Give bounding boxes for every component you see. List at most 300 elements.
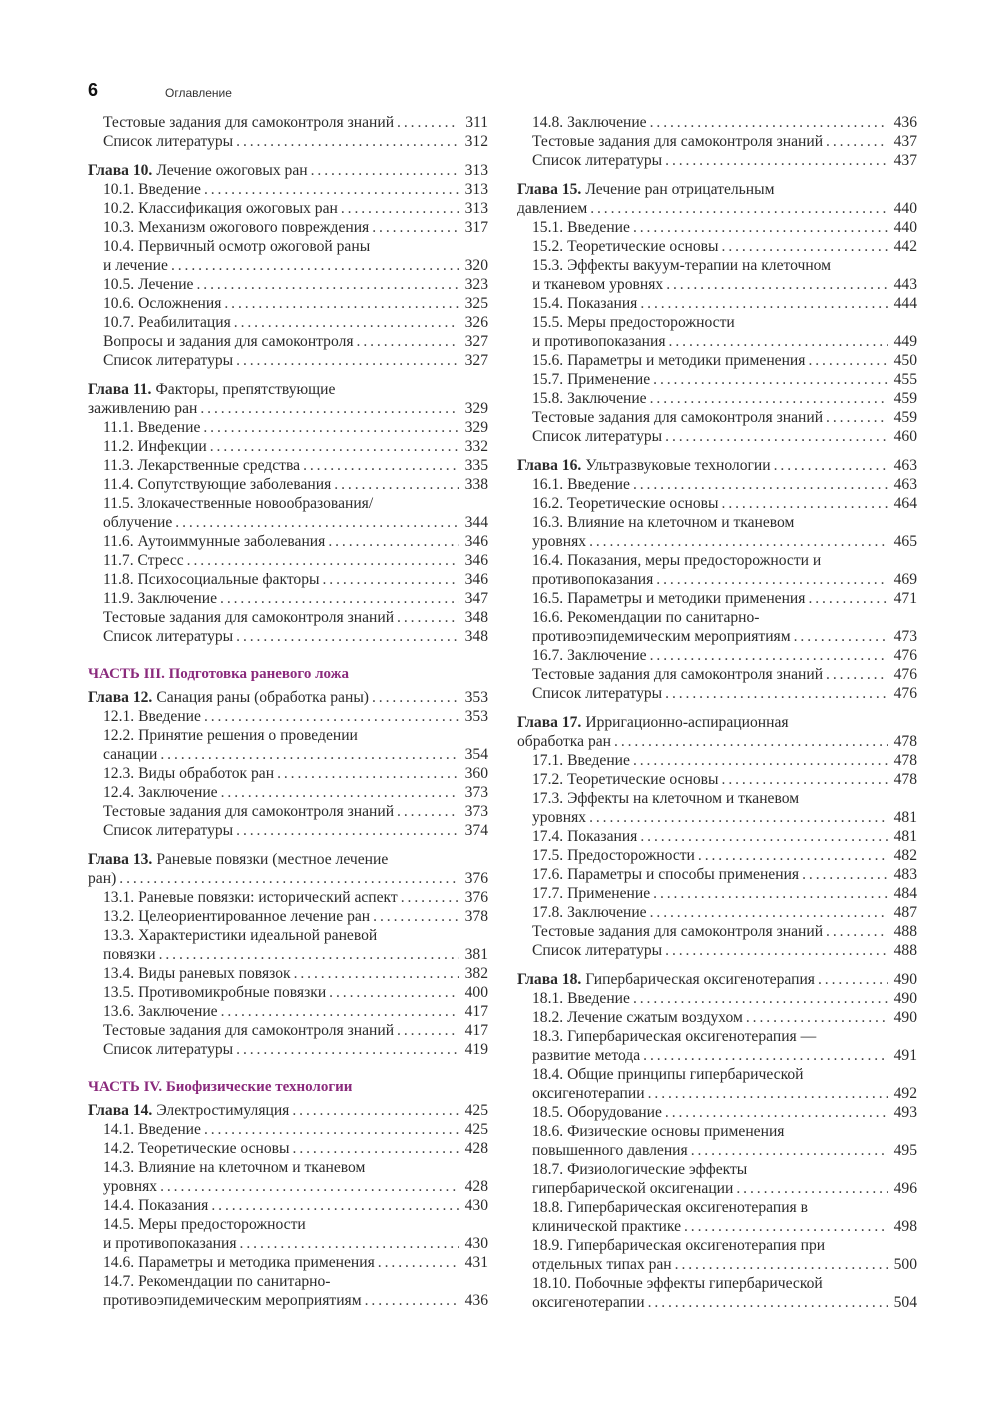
dot-leader	[666, 275, 888, 294]
toc-line	[517, 1065, 917, 1084]
page-ref: 428	[464, 1178, 488, 1195]
page-ref: 488	[893, 923, 917, 940]
toc-section-entry[interactable]	[517, 389, 917, 408]
dot-leader	[665, 1103, 888, 1122]
toc-section-entry[interactable]	[88, 1139, 488, 1158]
toc-section-entry[interactable]	[88, 1196, 488, 1215]
page-ref: 496	[893, 1180, 917, 1197]
entry-title: Тестовые задания для самоконтроля знаний	[532, 133, 824, 150]
entry-title-line1: Лечение ран отрицательным	[585, 181, 775, 198]
page-ref: 329	[464, 419, 488, 436]
entry-title: 10.7. Реабилитация	[103, 314, 231, 331]
dot-leader	[311, 161, 459, 180]
chapter-label: Глава 16.	[517, 457, 582, 474]
page-ref: 459	[893, 409, 917, 426]
toc-section-entry[interactable]	[88, 802, 488, 821]
dot-leader	[119, 869, 459, 888]
toc-section-entry[interactable]	[88, 132, 488, 151]
toc-section-entry[interactable]	[88, 237, 488, 275]
toc-line	[517, 1160, 917, 1179]
toc-line	[517, 408, 917, 427]
entry-title: 16.7. Заключение	[532, 647, 647, 664]
toc-section-entry[interactable]	[88, 983, 488, 1002]
toc-section-entry[interactable]	[517, 1008, 917, 1027]
entry-title-line1: Раневые повязки (местное лечение	[156, 851, 389, 868]
entry-title: 11.3. Лекарственные средства	[103, 457, 301, 474]
entry-title: противопоказания	[532, 571, 654, 588]
toc-line	[517, 589, 917, 608]
toc-line	[88, 1234, 488, 1253]
toc-line	[517, 1103, 917, 1122]
page-ref: 425	[464, 1102, 488, 1119]
toc-section-entry[interactable]	[517, 1236, 917, 1274]
toc-chapter-entry[interactable]	[88, 380, 488, 418]
page-ref: 455	[893, 371, 917, 388]
toc-section-entry[interactable]	[88, 1021, 488, 1040]
dot-leader	[653, 884, 888, 903]
toc-chapter-entry[interactable]	[517, 713, 917, 751]
entry-title: и противопоказания	[532, 333, 666, 350]
toc-section-entry[interactable]	[517, 408, 917, 427]
dot-leader	[211, 1196, 459, 1215]
toc-line	[517, 989, 917, 1008]
toc-section-entry[interactable]	[88, 608, 488, 627]
toc-line	[88, 1291, 488, 1310]
toc-chapter-entry[interactable]	[88, 161, 488, 180]
toc-section-entry[interactable]	[88, 113, 488, 132]
toc-chapter-entry[interactable]	[517, 970, 917, 989]
toc-line	[88, 1253, 488, 1272]
toc-section-entry[interactable]	[88, 907, 488, 926]
toc-section-entry[interactable]	[517, 884, 917, 903]
dot-leader	[196, 275, 459, 294]
toc-line	[88, 437, 488, 456]
toc-line	[88, 1002, 488, 1021]
toc-line	[88, 1196, 488, 1215]
toc-line	[88, 1101, 488, 1120]
entry-title: противоэпидемическим мероприятиям	[532, 628, 791, 645]
dot-leader	[722, 237, 888, 256]
toc-section-entry[interactable]	[88, 351, 488, 370]
toc-line	[88, 1215, 488, 1234]
toc-chapter-entry[interactable]	[88, 850, 488, 888]
toc-section-entry[interactable]	[88, 275, 488, 294]
page-ref: 317	[464, 219, 488, 236]
dot-leader	[665, 151, 888, 170]
toc-line	[517, 1122, 917, 1141]
toc-line	[517, 941, 917, 960]
page-ref: 465	[893, 533, 917, 550]
toc-line	[88, 494, 488, 513]
toc-right-column	[517, 113, 917, 1312]
page-ref: 323	[464, 276, 488, 293]
toc-section-entry[interactable]	[88, 926, 488, 964]
toc-line	[517, 884, 917, 903]
entry-title: 13.1. Раневые повязки: исторический аспект	[103, 889, 398, 906]
page-ref: 329	[464, 400, 488, 417]
toc-line	[88, 1158, 488, 1177]
toc-section-entry[interactable]	[517, 256, 917, 294]
toc-section-entry[interactable]	[517, 684, 917, 703]
dot-leader	[826, 922, 888, 941]
toc-line	[88, 964, 488, 983]
page-ref: 483	[893, 866, 917, 883]
dot-leader	[648, 1084, 888, 1103]
entry-title: Ультразвуковые технологии	[585, 457, 771, 474]
toc-line	[517, 1008, 917, 1027]
entry-title: 17.1. Введение	[532, 752, 630, 769]
entry-title: 13.5. Противомикробные повязки	[103, 984, 327, 1001]
entry-title-line1: 13.3. Характеристики идеальной раневой	[103, 927, 378, 944]
page-ref: 482	[893, 847, 917, 864]
dot-leader	[234, 313, 459, 332]
toc-line	[88, 608, 488, 627]
toc-line	[517, 351, 917, 370]
entry-title: 10.6. Осложнения	[103, 295, 222, 312]
entry-title: 16.5. Параметры и методики применения	[532, 590, 806, 607]
entry-title: 17.8. Заключение	[532, 904, 647, 921]
entry-title: Список литературы	[532, 685, 663, 702]
dot-leader	[808, 589, 888, 608]
toc-line	[517, 513, 917, 532]
toc-line	[88, 1139, 488, 1158]
toc-section-entry[interactable]	[517, 294, 917, 313]
toc-line	[517, 970, 917, 989]
entry-title: повязки	[103, 946, 156, 963]
toc-line	[88, 275, 488, 294]
dot-leader	[401, 888, 459, 907]
dot-leader	[665, 941, 888, 960]
entry-title-line1: 14.7. Рекомендации по санитарно-	[103, 1273, 331, 1290]
toc-section-entry[interactable]	[517, 237, 917, 256]
toc-section-entry[interactable]	[88, 888, 488, 907]
toc-line	[517, 427, 917, 446]
dot-leader	[818, 970, 888, 989]
entry-title: Тестовые задания для самоконтроля знаний	[532, 923, 824, 940]
toc-chapter-entry[interactable]	[88, 1101, 488, 1120]
entry-title-line1: 11.5. Злокачественные новообразования/	[103, 495, 374, 512]
dot-leader	[640, 827, 888, 846]
dot-leader	[650, 113, 888, 132]
dot-leader	[378, 1253, 459, 1272]
page-ref: 348	[464, 628, 488, 645]
page-ref: 471	[893, 590, 917, 607]
toc-section-entry[interactable]	[88, 313, 488, 332]
toc-line	[88, 456, 488, 475]
toc-section-entry[interactable]	[517, 475, 917, 494]
dot-leader	[397, 608, 459, 627]
entry-title: 17.2. Теоретические основы	[532, 771, 719, 788]
entry-title: и лечение	[103, 257, 168, 274]
toc-line	[517, 646, 917, 665]
toc-section-entry[interactable]	[517, 989, 917, 1008]
toc-chapter-entry[interactable]	[517, 180, 917, 218]
dot-leader	[665, 427, 888, 446]
toc-section-entry[interactable]	[88, 551, 488, 570]
toc-chapter-entry[interactable]	[88, 688, 488, 707]
page-ref: 437	[893, 152, 917, 169]
entry-title: Гипербарическая оксигенотерапия	[585, 971, 815, 988]
entry-title: 11.6. Аутоиммунные заболевания	[103, 533, 326, 550]
dot-leader	[656, 570, 888, 589]
toc-section-entry[interactable]	[88, 418, 488, 437]
toc-section-entry[interactable]	[517, 1160, 917, 1198]
toc-line	[517, 684, 917, 703]
dot-leader	[203, 418, 459, 437]
dot-leader	[669, 332, 888, 351]
entry-title: оксигенотерапии	[532, 1294, 645, 1311]
page-ref: 487	[893, 904, 917, 921]
toc-line	[517, 332, 917, 351]
page-ref: 325	[464, 295, 488, 312]
toc-line	[517, 665, 917, 684]
entry-title: Список литературы	[532, 152, 663, 169]
entry-title: и тканевом уровнях	[532, 276, 664, 293]
entry-title: Тестовые задания для самоконтроля знаний	[103, 803, 395, 820]
chapter-label: Глава 10.	[88, 162, 153, 179]
dot-leader	[293, 1139, 459, 1158]
toc-section-entry[interactable]	[517, 608, 917, 646]
toc-section-entry[interactable]	[517, 513, 917, 551]
toc-section-entry[interactable]	[517, 1274, 917, 1312]
toc-line	[88, 688, 488, 707]
entry-title: 14.8. Заключение	[532, 114, 647, 131]
toc-section-entry[interactable]	[517, 1103, 917, 1122]
entry-title: 17.5. Предосторожности	[532, 847, 695, 864]
toc-section-entry[interactable]	[88, 1002, 488, 1021]
toc-section-entry[interactable]	[88, 294, 488, 313]
toc-line	[517, 922, 917, 941]
entry-title: 17.7. Применение	[532, 885, 651, 902]
toc-section-entry[interactable]	[88, 764, 488, 783]
toc-section-entry[interactable]	[88, 332, 488, 351]
dot-leader	[236, 132, 459, 151]
toc-section-entry[interactable]	[517, 1122, 917, 1160]
toc-section-entry[interactable]	[517, 589, 917, 608]
entry-title: ран)	[88, 870, 117, 887]
page-ref: 360	[464, 765, 488, 782]
toc-section-entry[interactable]	[517, 427, 917, 446]
entry-title: Электростимуляция	[156, 1102, 290, 1119]
toc-line	[88, 907, 488, 926]
page-ref: 346	[464, 571, 488, 588]
entry-title: отдельных типах ран	[532, 1256, 672, 1273]
dot-leader	[372, 218, 459, 237]
toc-section-entry[interactable]	[517, 865, 917, 884]
dot-leader	[794, 627, 888, 646]
dot-leader	[643, 1046, 888, 1065]
toc-section-entry[interactable]	[517, 903, 917, 922]
toc-section-entry[interactable]	[517, 646, 917, 665]
toc-section-entry[interactable]	[517, 1198, 917, 1236]
toc-line	[88, 926, 488, 945]
entry-title-line1: 15.5. Меры предосторожности	[532, 314, 735, 331]
dot-leader	[373, 907, 459, 926]
toc-chapter-entry[interactable]	[517, 456, 917, 475]
dot-leader	[365, 1291, 459, 1310]
toc-section-entry[interactable]	[88, 1120, 488, 1139]
toc-section-entry[interactable]	[517, 846, 917, 865]
toc-section-entry[interactable]	[517, 313, 917, 351]
page-ref: 464	[893, 495, 917, 512]
entry-title: оксигенотерапии	[532, 1085, 645, 1102]
entry-title: 14.6. Параметры и методика применения	[103, 1254, 375, 1271]
toc-section-entry[interactable]	[88, 218, 488, 237]
toc-section-entry[interactable]	[517, 941, 917, 960]
dot-leader	[802, 865, 888, 884]
toc-line	[88, 475, 488, 494]
page-ref: 313	[464, 200, 488, 217]
dot-leader	[397, 802, 459, 821]
toc-line	[517, 732, 917, 751]
toc-section-entry[interactable]	[88, 437, 488, 456]
toc-section-entry[interactable]	[88, 1158, 488, 1196]
part-heading: ЧАСТЬ III. Подготовка раневого ложа	[88, 666, 349, 682]
page-ref: 504	[893, 1294, 917, 1311]
page-ref: 498	[893, 1218, 917, 1235]
toc-section-entry[interactable]	[88, 1215, 488, 1253]
toc-line	[517, 865, 917, 884]
chapter-label: Глава 15.	[517, 181, 582, 198]
entry-title: Список литературы	[103, 822, 234, 839]
chapter-label: Глава 13.	[88, 851, 153, 868]
entry-title: Тестовые задания для самоконтроля знаний	[103, 114, 395, 131]
dot-leader	[220, 589, 459, 608]
toc-section-entry[interactable]	[517, 751, 917, 770]
toc-line	[88, 627, 488, 646]
toc-line	[517, 1255, 917, 1274]
toc-line	[517, 151, 917, 170]
dot-leader	[236, 821, 459, 840]
dot-leader	[650, 646, 888, 665]
page-ref: 476	[893, 666, 917, 683]
toc-section-entry[interactable]	[88, 180, 488, 199]
dot-leader	[236, 1040, 459, 1059]
toc-section-entry[interactable]	[517, 827, 917, 846]
dot-leader	[589, 808, 888, 827]
toc-line	[88, 783, 488, 802]
toc-line	[517, 218, 917, 237]
page-ref: 481	[893, 828, 917, 845]
entry-title-line1: 12.2. Принятие решения о проведении	[103, 727, 358, 744]
toc-section-entry[interactable]	[88, 532, 488, 551]
page-ref: 313	[464, 181, 488, 198]
dot-leader	[323, 570, 460, 589]
entry-title-line1: 16.6. Рекомендации по санитарно-	[532, 609, 760, 626]
toc-section-entry[interactable]	[517, 665, 917, 684]
page-ref: 344	[464, 514, 488, 531]
toc-section-entry[interactable]	[517, 770, 917, 789]
toc-line	[517, 1179, 917, 1198]
toc-section-entry[interactable]	[88, 456, 488, 475]
toc-section-entry[interactable]	[88, 494, 488, 532]
toc-line	[88, 1021, 488, 1040]
page-ref: 417	[464, 1003, 488, 1020]
toc-section-entry[interactable]	[517, 1065, 917, 1103]
toc-section-entry[interactable]	[88, 589, 488, 608]
toc-section-entry[interactable]	[88, 570, 488, 589]
dot-leader	[650, 903, 888, 922]
dot-leader	[648, 1293, 888, 1312]
page-ref: 440	[893, 200, 917, 217]
toc-section-entry[interactable]	[88, 964, 488, 983]
page-ref: 373	[464, 784, 488, 801]
entry-title: 13.6. Заключение	[103, 1003, 218, 1020]
toc-section-entry[interactable]	[88, 627, 488, 646]
toc-section-entry[interactable]	[517, 551, 917, 589]
toc-line	[88, 945, 488, 964]
entry-title: 15.6. Параметры и методики применения	[532, 352, 806, 369]
toc-section-entry[interactable]	[88, 199, 488, 218]
toc-section-entry[interactable]	[88, 475, 488, 494]
dot-leader	[808, 351, 888, 370]
toc-section-entry[interactable]	[517, 113, 917, 132]
page-ref: 417	[464, 1022, 488, 1039]
toc-line	[517, 1274, 917, 1293]
page-ref: 463	[893, 457, 917, 474]
dot-leader	[633, 218, 888, 237]
toc-line	[88, 294, 488, 313]
toc-left-column	[88, 113, 488, 1310]
toc-section-entry[interactable]	[88, 726, 488, 764]
toc-section-entry[interactable]	[517, 922, 917, 941]
toc-line	[88, 399, 488, 418]
toc-section-entry[interactable]	[517, 1027, 917, 1065]
toc-line	[88, 764, 488, 783]
page-ref: 312	[464, 133, 488, 150]
page-ref: 326	[464, 314, 488, 331]
toc-section-entry[interactable]	[517, 218, 917, 237]
entry-title-line1: 18.4. Общие принципы гипербарической	[532, 1066, 804, 1083]
toc-section-entry[interactable]	[88, 707, 488, 726]
dot-leader	[175, 513, 459, 532]
page-ref: 488	[893, 942, 917, 959]
toc-section-entry[interactable]	[88, 1040, 488, 1059]
entry-title-line1: 18.10. Побочные эффекты гипербарической	[532, 1275, 823, 1292]
toc-section-entry[interactable]	[88, 783, 488, 802]
toc-section-entry[interactable]	[517, 789, 917, 827]
toc-section-entry[interactable]	[88, 1253, 488, 1272]
page-ref: 327	[464, 352, 488, 369]
toc-section-entry[interactable]	[517, 132, 917, 151]
toc-line	[88, 351, 488, 370]
toc-line	[88, 1272, 488, 1291]
page-ref: 428	[464, 1140, 488, 1157]
toc-line	[517, 113, 917, 132]
dot-leader	[684, 1217, 888, 1236]
page-ref: 437	[893, 133, 917, 150]
toc-section-entry[interactable]	[88, 1272, 488, 1310]
toc-section-entry[interactable]	[517, 494, 917, 513]
page-ref: 376	[464, 889, 488, 906]
toc-line	[517, 827, 917, 846]
entry-title: Список литературы	[103, 133, 234, 150]
page-ref: 430	[464, 1197, 488, 1214]
toc-section-entry[interactable]	[517, 151, 917, 170]
toc-line	[517, 1084, 917, 1103]
toc-section-entry[interactable]	[88, 821, 488, 840]
entry-title: заживлению ран	[88, 400, 198, 417]
toc-section-entry[interactable]	[517, 370, 917, 389]
toc-section-entry[interactable]	[517, 351, 917, 370]
dot-leader	[774, 456, 888, 475]
entry-title-line1: 18.3. Гипербарическая оксигенотерапия —	[532, 1028, 817, 1045]
entry-title: Тестовые задания для самоконтроля знаний	[103, 1022, 395, 1039]
toc-line	[88, 551, 488, 570]
dot-leader	[698, 846, 888, 865]
toc-line	[88, 332, 488, 351]
chapter-label: Глава 17.	[517, 714, 582, 731]
